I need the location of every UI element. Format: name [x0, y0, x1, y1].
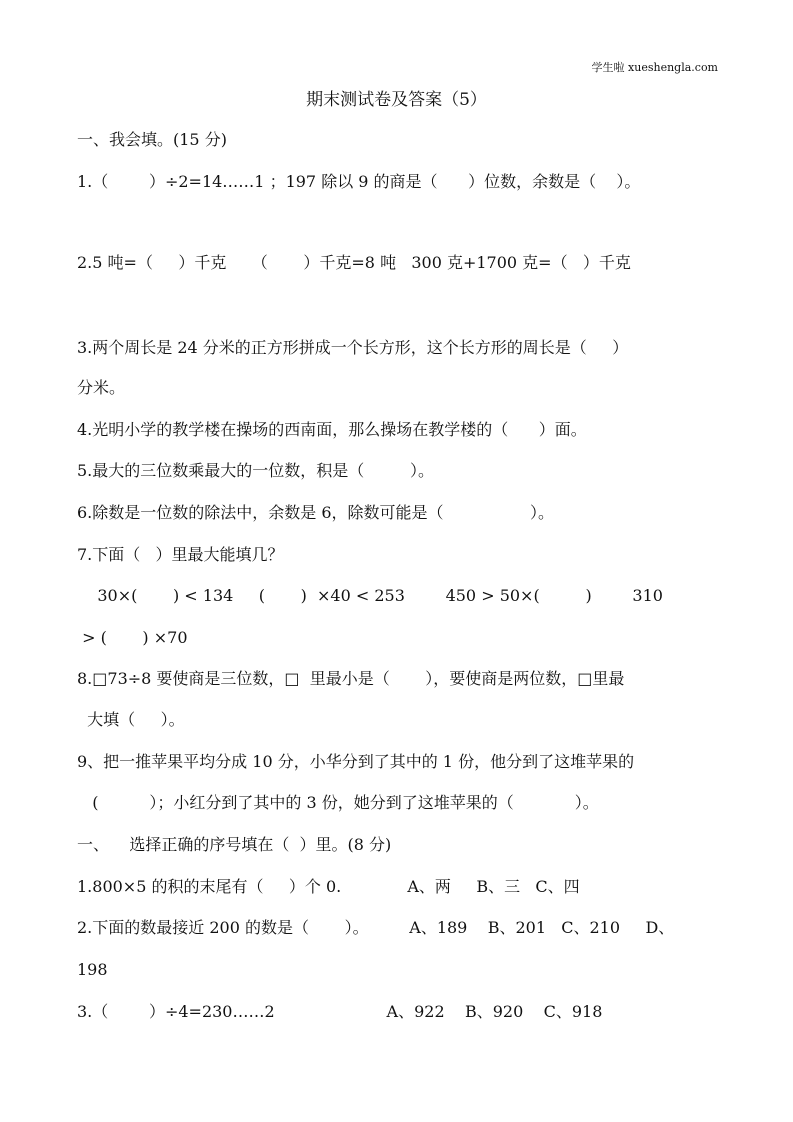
question-1-5: 5.最大的三位数乘最大的一位数，积是（ ）。 [77, 461, 435, 480]
question-1-9-line1: 9、把一推苹果平均分成 10 分，小华分到了其中的 1 份，他分到了这堆苹果的 [77, 752, 635, 771]
question-1-1: 1.（ ）÷2=14……1 ；197 除以 9 的商是（ ）位数，余数是（ ）。 [77, 172, 641, 191]
question-1-4: 4.光明小学的教学楼在操场的西南面，那么操场在教学楼的（ ）面。 [77, 420, 587, 439]
question-1-6: 6.除数是一位数的除法中，余数是 6，除数可能是（ ）。 [77, 503, 554, 522]
question-2-2-line2: 198 [77, 960, 108, 979]
section-heading-choice: 一、 选择正确的序号填在（ ）里。(8 分) [77, 835, 392, 854]
question-2-2-line1: 2.下面的数最接近 200 的数是（ ）。 A、189 B、201 C、210 D、 [77, 918, 675, 937]
question-2-3: 3.（ ）÷4=230……2 A、922 B、920 C、918 [77, 1002, 603, 1021]
page-title: 期末测试卷及答案（5） [306, 90, 487, 110]
question-1-7-line3: > ( ) ×70 [77, 628, 188, 647]
question-1-8-line1: 8.□73÷8 要使商是三位数，□ 里最小是（ ），要使商是两位数，□里最 [77, 669, 625, 688]
question-1-8-line2: 大填（ ）。 [77, 710, 185, 729]
question-2-1: 1.800×5 的积的末尾有（ ）个 0. A、两 B、三 C、四 [77, 877, 580, 896]
question-1-7: 7.下面（ ）里最大能填几？ [77, 545, 284, 564]
watermark: 学生啦 xueshengla.com [591, 61, 718, 74]
question-1-3-line2: 分米。 [77, 378, 126, 397]
question-1-9-line2: ( ）；小红分到了其中的 3 份，她分到了这堆苹果的（ ）。 [77, 793, 599, 812]
question-1-7-line2: 30×( ) < 134 ( ) ×40 < 253 450 > 50×( ) 310 [77, 586, 663, 605]
question-1-3-line1: 3.两个周长是 24 分米的正方形拼成一个长方形，这个长方形的周长是（ ） [77, 338, 629, 357]
question-1-2: 2.5 吨=（ ）千克 （ ）千克=8 吨 300 克+1700 克=（ ）千克 [77, 253, 631, 272]
section-heading-fill: 一、我会填。(15 分) [77, 130, 227, 149]
